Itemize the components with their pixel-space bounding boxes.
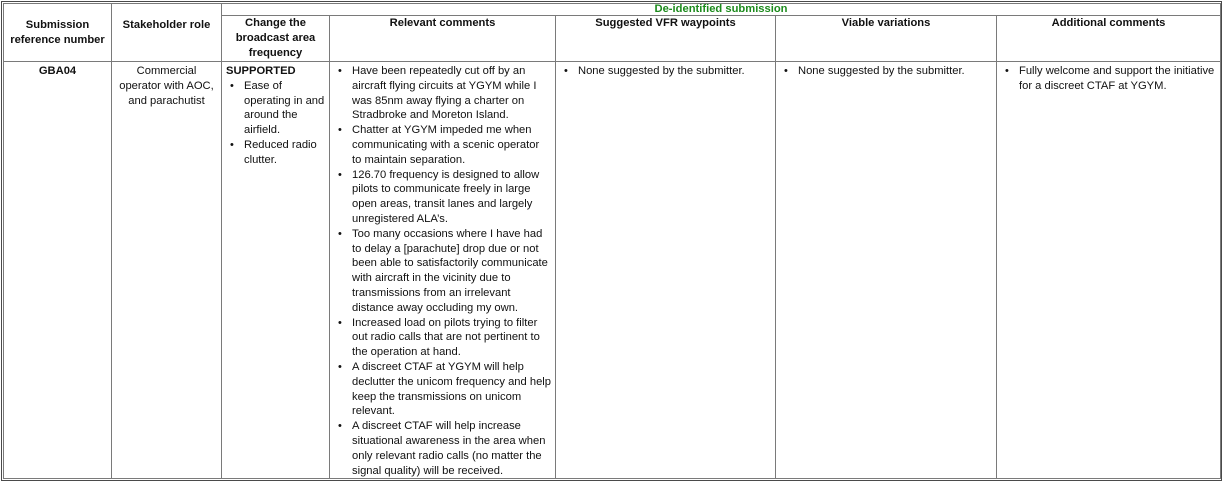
viable-variations-list xyxy=(780,64,992,79)
group-header-deidentified: De-identified submission xyxy=(222,4,1221,16)
list-item: • Chatter at YGYM impeded me when communicating with a scenic operator to maintain separation. xyxy=(352,123,551,167)
group-header-row xyxy=(4,4,1221,16)
list-item: • Increased load on pilots trying to filter out radio calls that are not pertinent to the operation at hand. xyxy=(352,316,551,360)
cell-change xyxy=(222,62,330,479)
list-item: • A discreet CTAF will help increase situational awareness in the area when only relevant radio calls (no matter the signal quality) will be received. xyxy=(352,419,551,478)
cell-relevant-comments xyxy=(330,62,556,479)
table-row xyxy=(4,62,1221,479)
list-item: • 126.70 frequency is designed to allow pilots to communicate freely in large open areas, transit lanes and largely unregistered ALA’s. xyxy=(352,168,551,227)
submission-table xyxy=(3,3,1221,479)
cell-reference: GBA04 xyxy=(4,62,112,479)
col-header-additional-comments: Additional comments xyxy=(997,16,1221,62)
col-header-viable-variations: Viable variations xyxy=(776,16,997,62)
change-status: SUPPORTED xyxy=(226,65,296,77)
col-header-role: Stakeholder role xyxy=(112,4,222,62)
list-item: • Have been repeatedly cut off by an aircraft flying circuits at YGYM while I was 85nm away flying a charter on Stradbroke and Moreton Island. xyxy=(352,64,551,123)
relevant-comments-list xyxy=(334,64,551,478)
list-item: • Reduced radio clutter. xyxy=(244,138,325,168)
cell-viable-variations xyxy=(776,62,997,479)
col-header-change: Change the broadcast area frequency xyxy=(222,16,330,62)
list-item: • None suggested by the submitter. xyxy=(798,64,992,79)
cell-additional-comments xyxy=(997,62,1221,479)
list-item: • Too many occasions where I have had to delay a [parachute] drop due or not been able to satisfactorily communicate with aircraft in the vicinity due to transmissions from an irrelevant distance away occluding my own. xyxy=(352,227,551,316)
additional-comments-list xyxy=(1001,64,1216,94)
col-header-reference: Submission reference number xyxy=(4,4,112,62)
cell-role: Commercial operator with AOC, and parachutist xyxy=(112,62,222,479)
list-item: • Ease of operating in and around the airfield. xyxy=(244,79,325,138)
list-item: • Fully welcome and support the initiative for a discreet CTAF at YGYM. xyxy=(1019,64,1216,94)
list-item: • A discreet CTAF at YGYM will help declutter the unicom frequency and help keep the transmissions on unicom relevant. xyxy=(352,360,551,419)
list-item: • None suggested by the submitter. xyxy=(578,64,771,79)
col-header-relevant-comments: Relevant comments xyxy=(330,16,556,62)
vfr-waypoints-list xyxy=(560,64,771,79)
change-reasons-list xyxy=(226,79,325,168)
cell-vfr-waypoints xyxy=(556,62,776,479)
col-header-vfr-waypoints: Suggested VFR waypoints xyxy=(556,16,776,62)
